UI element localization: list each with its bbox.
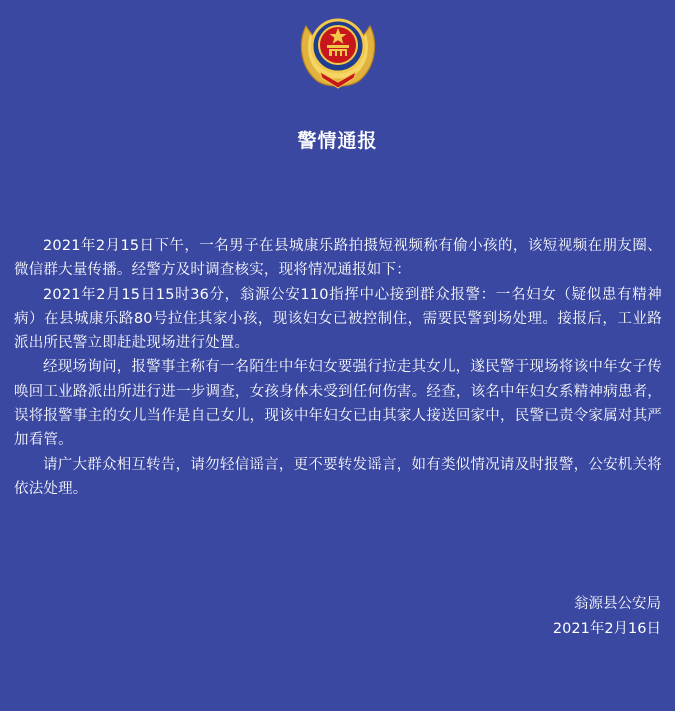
paragraph: 2021年2月15日下午，一名男子在县城康乐路拍摄短视频称有偷小孩的，该短视频在朋友圈、微信群大量传播。经警方及时调查核实，现将情况通报如下： <box>14 238 662 279</box>
page-title: 警情通报 <box>297 130 378 152</box>
signature <box>553 592 661 641</box>
paragraph: 经现场询问，报警事主称有一名陌生中年妇女要强行拉走其女儿，遂民警于现场将该中年女子传唤回工业路派出所进行进一步调查，女孩身体未受到任何伤害。经查，该名中年妇女系精神病患者，误将报警事主的女儿当作是自己女儿，现该中年妇女已由其家人接送回家中，民警已责令家属对其严加看管。 <box>14 359 662 449</box>
issuer-name: 翁源县公安局 <box>574 596 661 612</box>
issue-date: 2021年2月16日 <box>552 620 661 637</box>
paragraph: 请广大群众相互转告，请勿轻信谣言，更不要转发谣言，如有类似情况请及时报警，公安机关将依法处理。 <box>14 456 662 497</box>
announcement-body <box>14 234 662 501</box>
paragraph: 2021年2月15日15时36分，翁源公安110指挥中心接到群众报警：一名妇女（疑似患有精神病）在县城康乐路80号拉住其家小孩，现该妇女已被控制住，需要民警到场处理。接报后，工业路派出所民警立即赶赴现场进行处置。 <box>14 286 662 352</box>
police-emblem-icon <box>294 8 382 92</box>
